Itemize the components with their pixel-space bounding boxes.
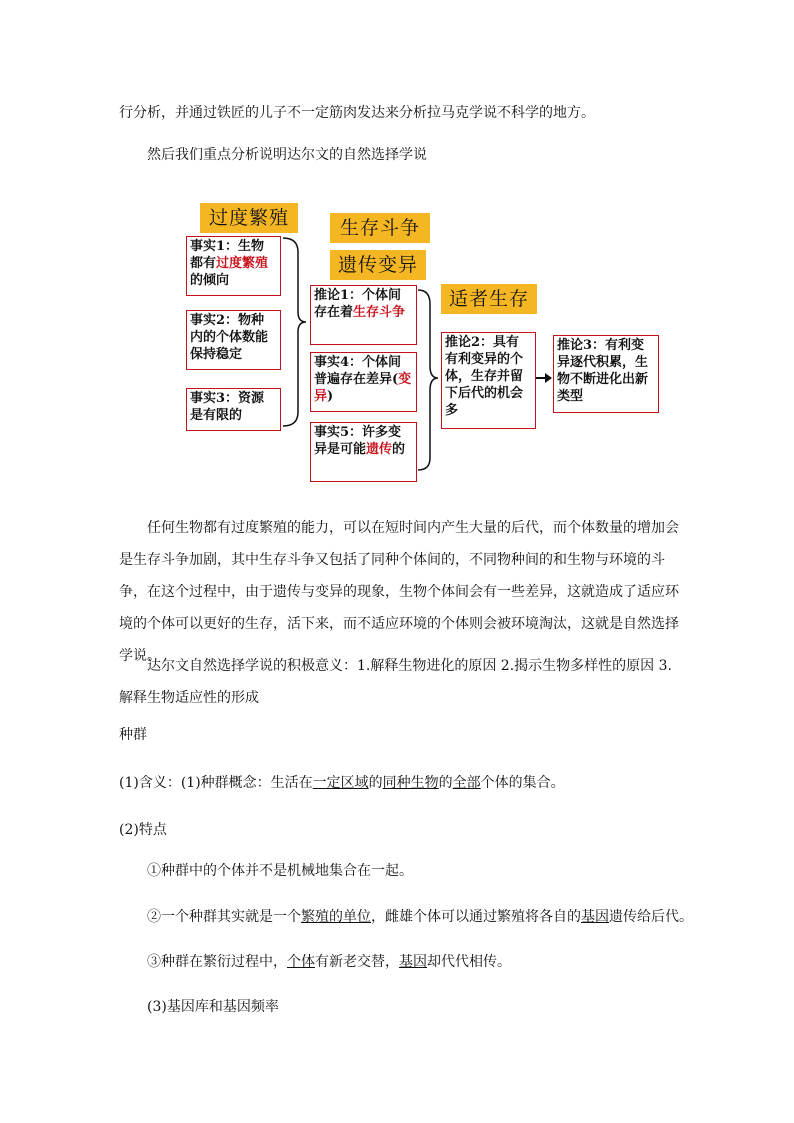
inference-3-box: 推论3：有利变异逐代积累，生物不断进化出新类型: [553, 335, 659, 413]
fact-1-box: 事实1：生物都有过度繁殖的倾向: [186, 236, 281, 296]
gene-pool-heading: (3)基因库和基因频率: [147, 999, 279, 1015]
fact-5-box: 事实5：许多变异是可能遗传的: [310, 422, 417, 482]
paragraph-selection-theory: 任何生物都有过度繁殖的能力，可以在短时间内产生大量的后代，而个体数量的增加会是生存斗争加剧，其中生存斗争又包括了同种个体间的，不同物种间的和生物与环境的斗争，在这个过程中，由于遗传与变异的现象，生物个体间会有一些差异，这就造成了适应环境的个体可以更好的生存，活下来，而不适应环境的个体则会被环境淘汰，这就是自然选择学说。: [119, 520, 679, 664]
tag-survival: 适者生存: [441, 284, 537, 314]
arrow-head-icon: [545, 373, 552, 383]
features-heading: (2)特点: [119, 822, 167, 838]
fact-4-box: 事实4：个体间普遍存在差异(变异): [310, 352, 417, 412]
feature-3: ③种群在繁衍过程中，个体有新老交替，基因却代代相传。: [147, 954, 511, 970]
feature-2: ②一个种群其实就是一个繁殖的单位，雌雄个体可以通过繁殖将各自的基因遗传给后代。: [147, 909, 693, 925]
tag-variation: 遗传变异: [330, 250, 426, 280]
population-definition: (1)含义：(1)种群概念：生活在一定区域的同种生物的全部个体的集合。: [119, 775, 565, 791]
tag-struggle: 生存斗争: [330, 213, 430, 243]
brace-left: [283, 238, 306, 426]
fact-2-box: 事实2：物种内的个体数能保持稳定: [186, 310, 281, 370]
intro-line-2: 然后我们重点分析说明达尔文的自然选择学说: [147, 147, 427, 163]
natural-selection-diagram: [0, 0, 794, 500]
paragraph-significance: 达尔文自然选择学说的积极意义：1.解释生物进化的原因 2.揭示生物多样性的原因 3.解释生物适应性的形成: [119, 658, 672, 706]
feature-1: ①种群中的个体并不是机械地集合在一起。: [147, 863, 413, 879]
inference-2-box: 推论2：具有有利变异的个体，生存并留下后代的机会多: [441, 332, 536, 429]
intro-line-1: 行分析，并通过铁匠的儿子不一定筋肉发达来分析拉马克学说不科学的地方。: [119, 105, 595, 121]
brace-middle: [418, 290, 438, 470]
fact-3-box: 事实3：资源是有限的: [186, 388, 281, 431]
inference-1-box: 推论1：个体间存在着生存斗争: [310, 285, 417, 345]
heading-population: 种群: [119, 727, 147, 743]
tag-overbreeding: 过度繁殖: [200, 203, 298, 233]
